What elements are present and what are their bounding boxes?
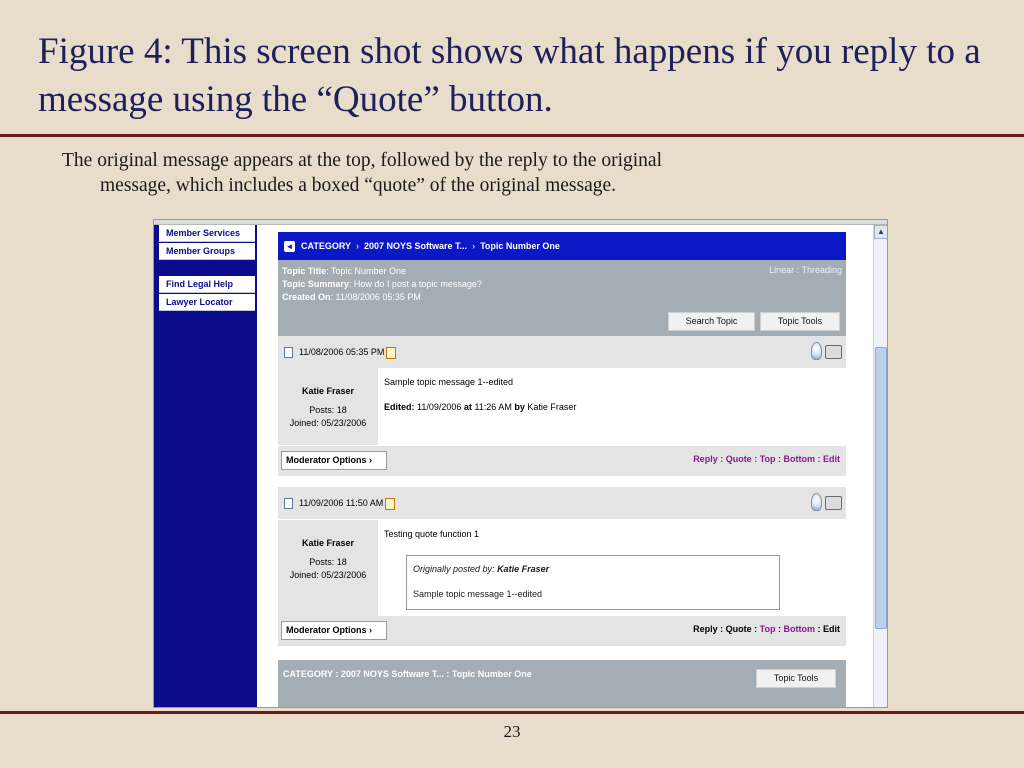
topic-created-label: Created On xyxy=(282,292,331,302)
topic-summary-value: : How do I post a topic message? xyxy=(348,279,482,289)
quote-box xyxy=(406,555,780,610)
slide-subtitle xyxy=(62,148,942,198)
document-icon xyxy=(284,347,293,358)
forum-screenshot xyxy=(153,219,888,708)
title-divider xyxy=(0,134,1024,137)
post-body xyxy=(278,520,846,616)
action-separator: : xyxy=(815,624,823,634)
topic-summary-label: Topic Summary xyxy=(282,279,349,289)
note-icon[interactable] xyxy=(386,347,396,359)
action-separator: : xyxy=(775,624,784,634)
search-topic-button[interactable]: Search Topic xyxy=(668,312,755,331)
breadcrumb xyxy=(278,232,846,260)
action-separator: : xyxy=(717,624,726,634)
message-content xyxy=(384,377,839,412)
post-action-links xyxy=(693,624,840,634)
printer-icon[interactable] xyxy=(825,345,842,359)
bottom-link[interactable]: Bottom xyxy=(783,624,815,634)
author-name[interactable]: Katie Fraser xyxy=(301,386,355,396)
footer-topic-tools-button[interactable]: Topic Tools xyxy=(756,669,836,688)
note-icon[interactable] xyxy=(385,498,395,510)
quote-author: Katie Fraser xyxy=(497,564,550,574)
vertical-scrollbar[interactable] xyxy=(873,225,888,708)
edit-note xyxy=(384,402,839,412)
post-timestamp: 11/08/2006 05:35 PM xyxy=(299,347,385,357)
topic-title-value: : Topic Number One xyxy=(326,266,407,276)
scroll-up-arrow-icon[interactable]: ▲ xyxy=(874,225,888,239)
moderator-options-button[interactable]: Moderator Options › xyxy=(281,621,387,640)
nav-item-lawyer-locator[interactable]: Lawyer Locator xyxy=(159,294,255,311)
post-action-links[interactable]: Reply : Quote : Top : Bottom : Edit xyxy=(693,454,840,464)
author-posts: Posts: 18 xyxy=(309,405,347,415)
message-text: Sample topic message 1--edited xyxy=(384,377,514,387)
topic-summary-row xyxy=(282,278,842,291)
post-header xyxy=(278,487,846,519)
lightbulb-icon[interactable] xyxy=(811,493,822,511)
nav-item-member-groups[interactable]: Member Groups xyxy=(159,243,255,260)
topic-info-panel xyxy=(278,260,846,336)
left-navigation xyxy=(154,225,257,708)
author-joined: Joined: 05/23/2006 xyxy=(289,570,367,580)
edited-by: by xyxy=(514,402,525,412)
author-info xyxy=(278,368,378,445)
footer-divider xyxy=(0,711,1024,714)
post-body xyxy=(278,368,846,445)
post-header xyxy=(278,336,846,368)
edited-time: 11:26 AM xyxy=(474,402,512,412)
breadcrumb-topic[interactable]: Topic Number One xyxy=(480,241,560,251)
scroll-thumb[interactable] xyxy=(875,347,887,629)
quote-link[interactable]: Quote xyxy=(725,624,752,634)
breadcrumb-category[interactable]: CATEGORY xyxy=(301,241,352,251)
edit-link[interactable]: Edit xyxy=(823,624,840,634)
author-name[interactable]: Katie Fraser xyxy=(301,538,355,548)
view-mode-links[interactable]: Linear : Threading xyxy=(769,265,842,275)
quote-prefix: Originally posted by: xyxy=(413,564,495,574)
footer-breadcrumb[interactable]: CATEGORY : 2007 NOYS Software T... : Topic Number One xyxy=(283,669,532,679)
document-icon xyxy=(284,498,293,509)
breadcrumb-separator: › xyxy=(356,241,360,251)
topic-footer xyxy=(278,660,846,708)
breadcrumb-separator: › xyxy=(472,241,476,251)
post-footer xyxy=(278,616,846,646)
author-posts: Posts: 18 xyxy=(309,557,347,567)
moderator-options-button[interactable]: Moderator Options › xyxy=(281,451,387,470)
reply-link[interactable]: Reply xyxy=(693,624,718,634)
edited-user: Katie Fraser xyxy=(527,402,577,412)
topic-tools-button[interactable]: Topic Tools xyxy=(760,312,840,331)
edited-date: 11/09/2006 xyxy=(417,402,462,412)
printer-icon[interactable] xyxy=(825,496,842,510)
subtitle-line-2: message, which includes a boxed “quote” of the original message. xyxy=(100,175,617,196)
subtitle-line-1: The original message appears at the top, followed by the reply to the original xyxy=(62,150,662,171)
post-timestamp: 11/09/2006 11:50 AM xyxy=(299,498,384,508)
topic-title-label: Topic Title xyxy=(282,266,327,276)
content-gutter xyxy=(257,225,278,708)
edited-at: at xyxy=(463,402,472,412)
lightbulb-icon[interactable] xyxy=(811,342,822,360)
forum-content xyxy=(278,230,846,708)
back-arrow-icon[interactable]: ◄ xyxy=(285,242,294,252)
nav-item-find-legal-help[interactable]: Find Legal Help xyxy=(159,276,255,293)
author-joined: Joined: 05/23/2006 xyxy=(289,418,367,428)
breadcrumb-forum[interactable]: 2007 NOYS Software T... xyxy=(364,241,468,251)
quote-text: Sample topic message 1--edited xyxy=(413,589,543,599)
slide-title: Figure 4: This screen shot shows what happens if you reply to a message using the “Quote” button. xyxy=(38,31,981,120)
author-info xyxy=(278,520,378,616)
topic-title-row xyxy=(282,265,842,278)
edited-label: Edited: xyxy=(384,402,415,412)
action-separator: : xyxy=(751,624,760,634)
page-number: 23 xyxy=(503,722,521,741)
topic-created-row xyxy=(282,291,842,304)
post-footer xyxy=(278,446,846,476)
message-text: Testing quote function 1 xyxy=(384,529,480,539)
topic-created-value: : 11/08/2006 05:35 PM xyxy=(330,292,421,302)
nav-item-member-services[interactable]: Member Services xyxy=(159,225,255,242)
quote-header xyxy=(413,564,773,574)
top-link[interactable]: Top xyxy=(759,624,776,634)
message-content xyxy=(384,529,839,539)
